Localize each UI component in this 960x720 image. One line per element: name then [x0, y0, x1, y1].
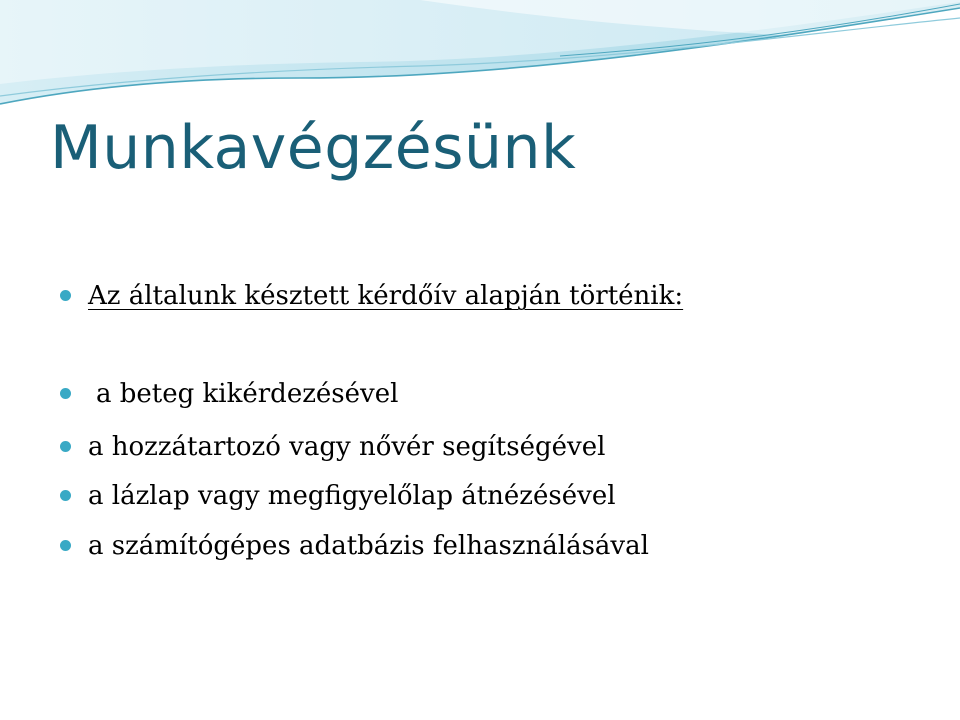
list-item-text: a lázlap vagy megfigyelőlap átnézésével: [88, 481, 616, 511]
bullet-dot-icon: [60, 388, 71, 399]
list-item-text: a beteg kikérdezésével: [96, 379, 399, 409]
list-item-text: a számítógépes adatbázis felhasználásával: [88, 531, 649, 561]
bullet-dot-icon: [60, 290, 71, 301]
bullet-dot-icon: [60, 441, 71, 452]
list-item-text: Az általunk késztett kérdőív alapján történik:: [88, 281, 684, 311]
list-item-text: a hozzátartozó vagy nővér segítségével: [88, 432, 606, 462]
page-title: Munkavégzésünk: [50, 113, 577, 183]
bullet-dot-icon: [60, 490, 71, 501]
decorative-wave-banner: [0, 0, 960, 120]
bullet-dot-icon: [60, 540, 71, 551]
